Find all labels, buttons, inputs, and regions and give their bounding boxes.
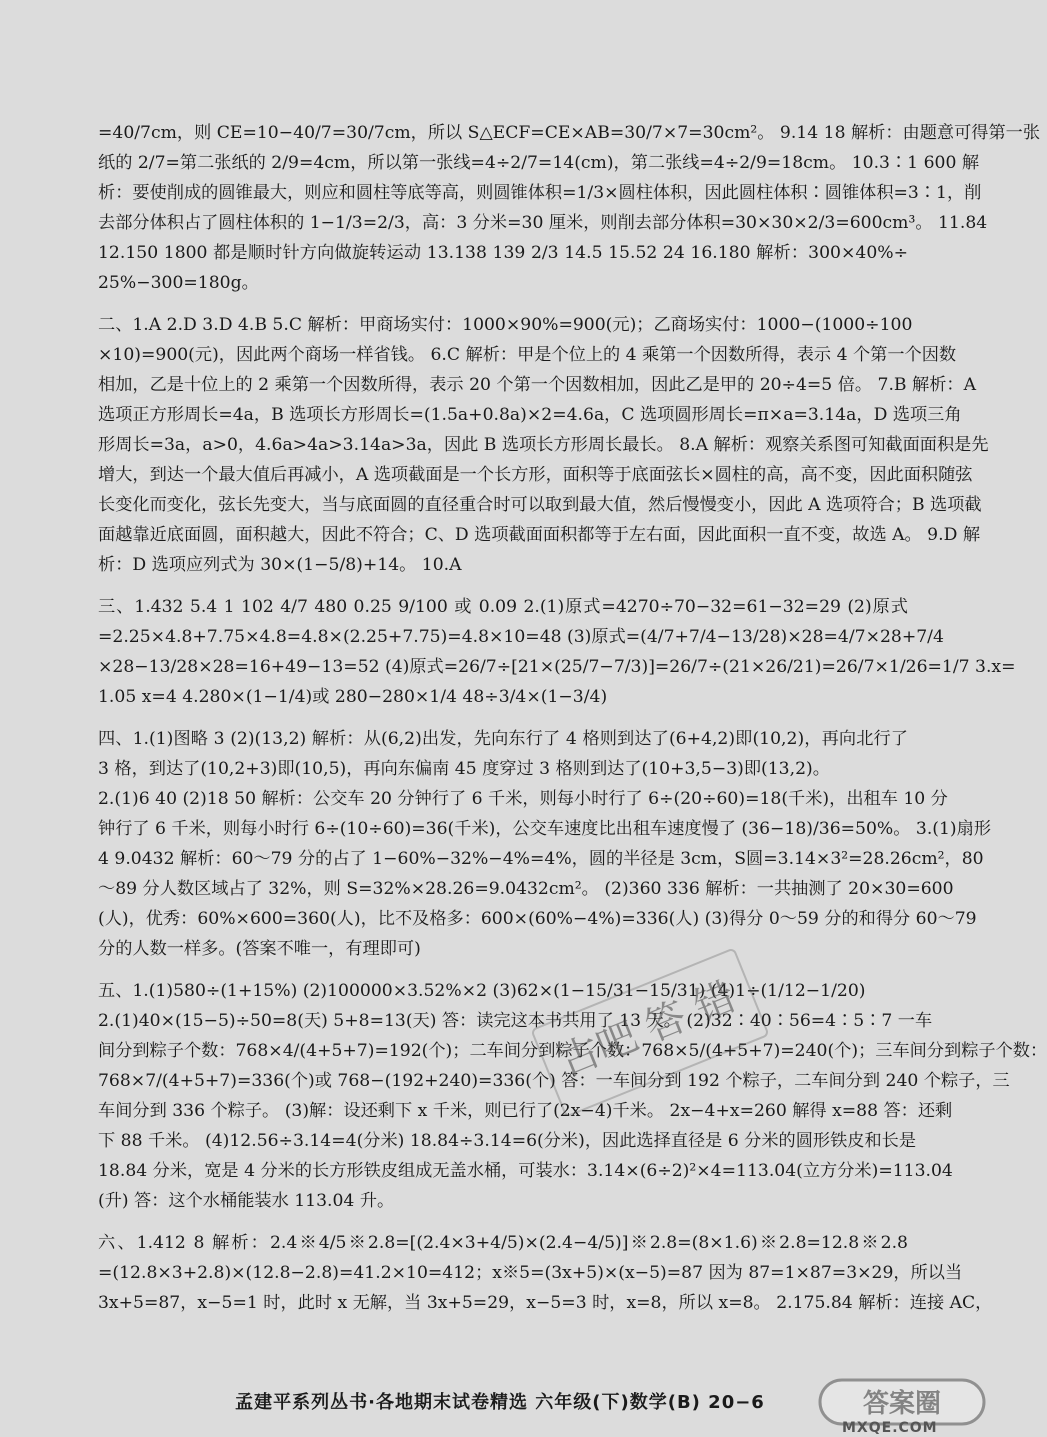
section-4: [98, 724, 992, 964]
text-line: 车间分到 336 个粽子。 (3)解：设还剩下 x 千米，则已行了(2x−4)千米。 2x−4+x=260 解得 x=88 答：还剩: [98, 1101, 953, 1121]
section-2: [98, 310, 989, 580]
text-line: ×28−13/28×28=16+49−13=52 (4)原式=26/7÷[21×(25/7−7/3)]=26/7÷(21×26/21)=26/7×1/26=1/7 3.x=: [98, 657, 1016, 677]
text-line: 析：D 选项应列式为 30×(1−5/8)+14。 10.A: [98, 555, 462, 575]
text-line: 间分到粽子个数：768×4/(4+5+7)=192(个)；二车间分到粽子个数：768×5/(4+5+7)=240(个)；三车间分到粽子个数：: [98, 1041, 1047, 1061]
text-line: 增大，到达一个最大值后再减小，A 选项截面是一个长方形，面积等于底面弦长×圆柱的高，高不变，因此面积随弦: [98, 465, 973, 485]
text-line: 下 88 千米。 (4)12.56÷3.14=4(分米) 18.84÷3.14=6(分米)，因此选择直径是 6 分米的圆形铁皮和长是: [98, 1131, 917, 1151]
watermark-text: 古吧 答 错: [552, 973, 743, 1086]
text-line: =40/7cm，则 CE=10−40/7=30/7cm，所以 S△ECF=CE×AB=30/7×7=30cm²。 9.14 18 解析：由题意可得第一张: [98, 123, 1041, 143]
text-line: 去部分体积占了圆柱体积的 1−1/3=2/3，高：3 分米=30 厘米，则削去部分体积=30×30×2/3=600cm³。 11.84: [98, 213, 988, 233]
text-line: 六、1.412 8 解析：2.4※4/5※2.8=[(2.4×3+4/5)×(2.4−4/5)]※2.8=(8×1.6)※2.8=12.8※2.8: [98, 1233, 908, 1253]
text-line: 四、1.(1)图略 3 (2)(13,2) 解析：从(6,2)出发，先向东行了 4 格则到达了(6+4,2)即(10,2)，再向北行了: [98, 729, 908, 749]
section-3: [98, 592, 1016, 712]
text-line: 25%−300=180g。: [98, 273, 259, 293]
text-line: 三、1.432 5.4 1 102 4/7 480 0.25 9/100 或 0.09 2.(1)原式=4270÷70−32=61−32=29 (2)原式: [98, 597, 908, 617]
text-line: 768×7/(4+5+7)=336(个)或 768−(192+240)=336(个) 答：一车间分到 192 个粽子，二车间分到 240 个粽子，三: [98, 1071, 1010, 1091]
page-footer: 孟建平系列丛书·各地期末试卷精选 六年级(下)数学(B) 20−6: [235, 1392, 765, 1413]
text-line: 长变化而变化，弦长先变大，当与底面圆的直径重合时可以取到最大值，然后慢慢变小，因此 A 选项符合；B 选项截: [98, 495, 982, 515]
text-line: 纸的 2/7=第二张纸的 2/9=4cm，所以第一张线=4÷2/7=14(cm)，第二张线=4÷2/9=18cm。 10.3∶1 600 解: [98, 153, 980, 173]
text-line: 析：要使削成的圆锥最大，则应和圆柱等底等高，则圆锥体积=1/3×圆柱体积，因此圆柱体积∶圆锥体积=3∶1，削: [98, 183, 982, 203]
text-line: (人)，优秀：60%×600=360(人)，比不及格多：600×(60%−4%)=336(人) (3)得分 0～59 分的和得分 60～79: [98, 909, 977, 929]
text-line: ×10)=900(元)，因此两个商场一样省钱。 6.C 解析：甲是个位上的 4 乘第一个因数所得，表示 4 个第一个因数: [98, 345, 957, 365]
text-line: 2.(1)6 40 (2)18 50 解析：公交车 20 分钟行了 6 千米，则每小时行了 6÷(20÷60)=18(千米)，出租车 10 分: [98, 789, 948, 809]
text-line: 1.05 x=4 4.280×(1−1/4)或 280−280×1/4 48÷3/4×(1−3/4): [98, 687, 608, 707]
section-1: [98, 118, 1041, 298]
section-5: [98, 973, 1047, 1216]
text-line: 18.84 分米，宽是 4 分米的长方形铁皮组成无盖水桶，可装水：3.14×(6÷2)²×4=113.04(立方分米)=113.04: [98, 1161, 953, 1181]
text-line: =2.25×4.8+7.75×4.8=4.8×(2.25+7.75)=4.8×10=48 (3)原式=(4/7+7/4−13/28)×28=4/7×28+7/4: [98, 627, 944, 647]
text-line: 4 9.0432 解析：60～79 分的占了 1−60%−32%−4%=4%，圆的半径是 3cm，S圆=3.14×3²=28.26cm²，80: [98, 849, 984, 869]
text-line: 2.(1)40×(15−5)÷50=8(天) 5+8=13(天) 答：读完这本书共用了 13 天。 (2)32∶40∶56=4∶5∶7 一车: [98, 1011, 933, 1031]
logo-label: 答案圈: [862, 1389, 942, 1419]
text-line: 3x+5=87，x−5=1 时，此时 x 无解，当 3x+5=29，x−5=3 时，x=8，所以 x=8。 2.175.84 解析：连接 AC，: [98, 1293, 993, 1313]
text-line: 二、1.A 2.D 3.D 4.B 5.C 解析：甲商场实付：1000×90%=900(元)；乙商场实付：1000−(1000÷100: [98, 315, 913, 335]
text-line: 形周长=3a，a>0，4.6a>4a>3.14a>3a，因此 B 选项长方形周长最长。 8.A 解析：观察关系图可知截面面积是先: [98, 435, 989, 455]
text-line: 12.150 1800 都是顺时针方向做旋转运动 13.138 139 2/3 14.5 15.52 24 16.180 解析：300×40%÷: [98, 243, 908, 263]
section-6: [98, 1228, 993, 1318]
text-line: ～89 分人数区域占了 32%，则 S=32%×28.26=9.0432cm²。 (2)360 336 解析：一共抽测了 20×30=600: [98, 879, 954, 899]
text-line: 五、1.(1)580÷(1+15%) (2)100000×3.52%×2 (3)62×(1−15/31−15/31) (4)1÷(1/12−1/20): [98, 981, 866, 1001]
text-line: 分的人数一样多。(答案不唯一，有理即可): [98, 939, 421, 959]
text-line: 钟行了 6 千米，则每小时行 6÷(10÷60)=36(千米)，公交车速度比出租车速度慢了 (36−18)/36=50%。 3.(1)扇形: [98, 819, 992, 839]
text-line: 相加，乙是十位上的 2 乘第一个因数所得，表示 20 个第一个因数相加，因此乙是甲的 20÷4=5 倍。 7.B 解析：A: [98, 375, 977, 395]
logo-domain-text: MXQE.COM: [842, 1420, 938, 1436]
text-line: 选项正方形周长=4a，B 选项长方形周长=(1.5a+0.8a)×2=4.6a，C 选项圆形周长=π×a=3.14a，D 选项三角: [98, 405, 962, 425]
text-line: (升) 答：这个水桶能装水 113.04 升。: [98, 1191, 395, 1211]
text-line: =(12.8×3+2.8)×(12.8−2.8)=41.2×10=412；x※5=(3x+5)×(x−5)=87 因为 87=1×87=3×29，所以当: [98, 1263, 963, 1283]
text-line: 面越靠近底面圆，面积越大，因此不符合；C、D 选项截面面积都等于左右面，因此面积一直不变，故选 A。 9.D 解: [98, 525, 981, 545]
text-line: 3 格，到达了(10,2+3)即(10,5)，再向东偏南 45 度穿过 3 格则到达了(10+3,5−3)即(13,2)。: [98, 759, 830, 779]
